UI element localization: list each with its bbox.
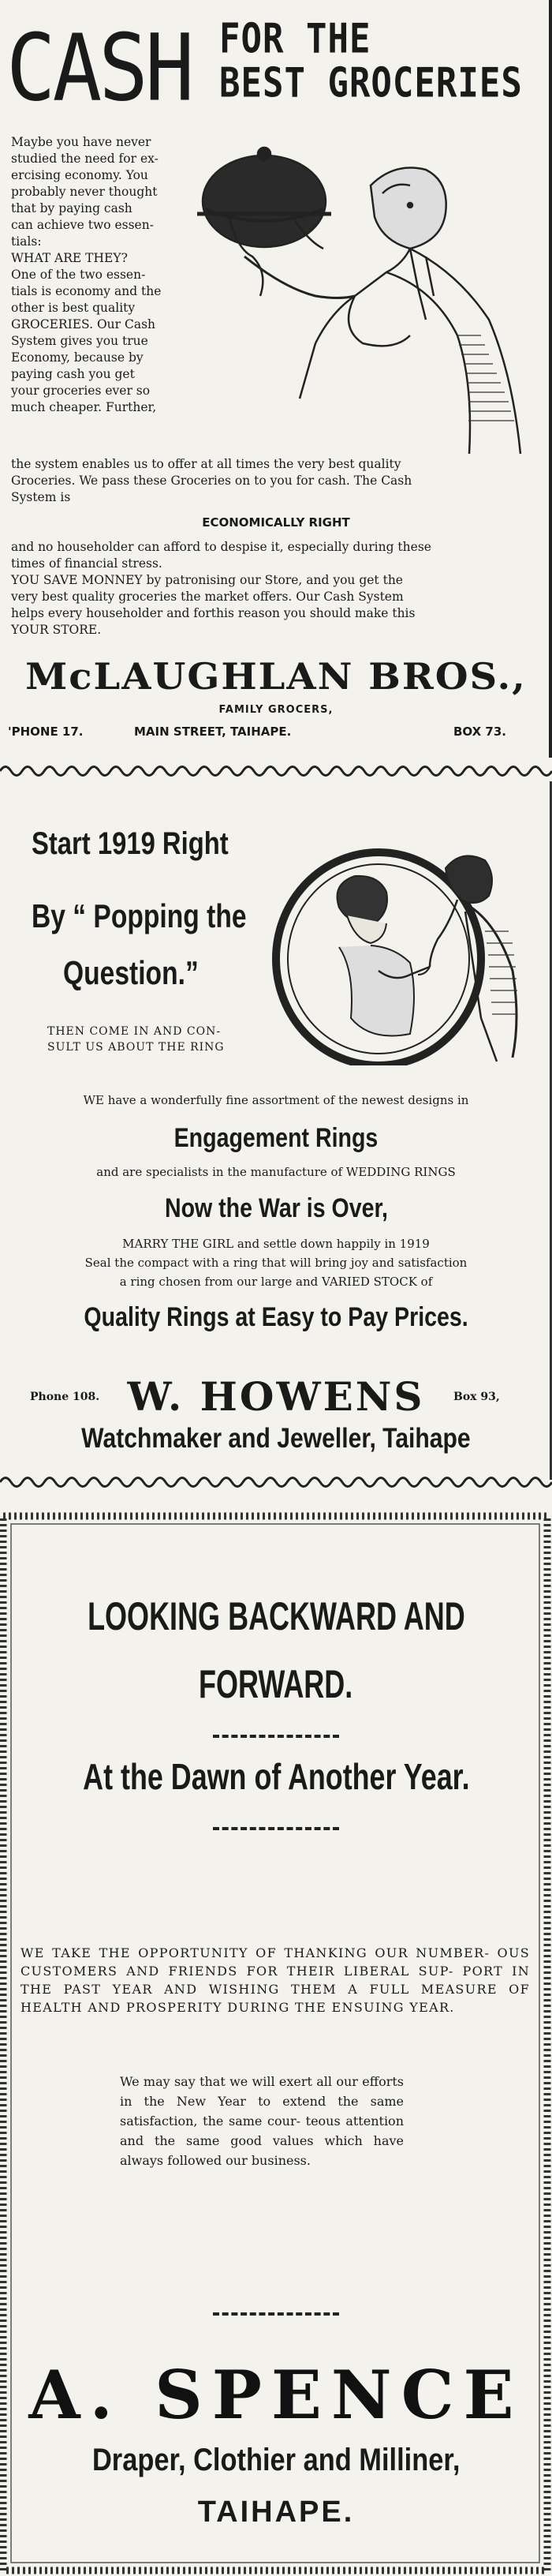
text-line: other is best quality — [11, 301, 136, 315]
text-line: tials: — [11, 234, 42, 249]
text-line: helps every householder and forthis reason you should make this — [11, 606, 416, 620]
draper-trade — [0, 2443, 552, 2478]
war-over-label: Now the War is Over, — [164, 1193, 388, 1223]
text-line: Maybe you have never — [11, 135, 151, 149]
spence-advert — [0, 1511, 552, 2576]
text-line: YOUR STORE. — [11, 623, 102, 637]
economy-text — [11, 134, 169, 416]
consult-text: THEN COME IN AND CON- SULT US ABOUT THE RING — [47, 1025, 225, 1054]
street-address: MAIN STREET, TAIHAPE. — [134, 724, 292, 739]
watchmaker-line — [0, 1423, 552, 1455]
text-line: very best quality groceries the market offers. Our Cash System — [11, 590, 404, 604]
dashed-rule — [213, 1735, 339, 1738]
po-box: BOX 73. — [453, 724, 507, 739]
draper-name: A. SPENCE — [28, 2356, 524, 2434]
engagement-rings-label: Engagement Rings — [173, 1123, 379, 1153]
thanks-text: WE TAKE THE OPPORTUNITY OF THANKING OUR NUMBER- OUS CUSTOMERS AND FRIENDS FOR THEIR LIBERAL SUP- PORT IN THE PAST YEAR AND WISHING THEM A FULL MEASURE OF HEALTH AND PROSPERITY DURING THE ENSUING YEAR. — [21, 1945, 530, 2015]
dashed-rule — [213, 1827, 339, 1830]
marry-text: MARRY THE GIRL and settle down happily in 1919 — [122, 1237, 430, 1251]
seal-text-2: a ring chosen from our large and VARIED STOCK of — [119, 1275, 433, 1289]
couple-ring-illustration — [260, 813, 528, 1065]
jeweller-name: W. HOWENS — [127, 1373, 425, 1420]
wavy-separator — [0, 1470, 552, 1494]
wavy-separator — [0, 759, 552, 783]
firm-subtitle: FAMILY GROCERS, — [218, 704, 334, 716]
dawn-heading — [0, 1755, 552, 1798]
text-line: studied the need for ex- — [11, 152, 159, 166]
howens-footer — [0, 1373, 552, 1421]
groceries-headline — [219, 17, 550, 106]
text-line: your groceries ever so — [11, 384, 151, 398]
cash-headline: CASH — [6, 13, 192, 122]
dashed-rule — [213, 2312, 339, 2316]
watchmaker-label: Watchmaker and Jeweller, Taihape — [81, 1423, 471, 1454]
new-year-text: We may say that we will exert all our efforts in the New Year to extend the same satisfaction, the same cour- teous attention and the same good values which have always followed our business. — [120, 2074, 404, 2168]
contact-footer — [8, 724, 544, 743]
text-line: paying cash you get — [11, 367, 135, 381]
text-line: System gives you true — [11, 334, 148, 348]
text-line: and no householder can afford to despise it, especially during these — [11, 540, 431, 554]
headline-for-the: FOR THE — [219, 15, 371, 63]
war-over-heading — [0, 1193, 552, 1224]
mclaughlan-advert — [0, 0, 552, 758]
text-line: One of the two essen- — [11, 268, 146, 282]
text-line: times of financial stress. — [11, 556, 162, 571]
text-line: much cheaper. Further, — [11, 400, 157, 414]
text-line: YOU SAVE MONNEY by patronising our Store, and you get the — [11, 573, 403, 587]
dawn-label: At the Dawn of Another Year. — [82, 1756, 470, 1797]
engagement-rings-heading — [0, 1123, 552, 1154]
assortment-text: WE have a wonderfully fine assortment of the newest designs in — [83, 1093, 469, 1107]
cash-system-text — [11, 456, 541, 506]
draper-trade-label: Draper, Clothier and Milliner, — [91, 2443, 461, 2477]
popping-the-headline: By “ Popping the — [32, 897, 247, 934]
po-box: Box 93, — [453, 1391, 500, 1403]
seal-text-1: Seal the compact with a ring that will bring joy and satisfaction — [84, 1256, 468, 1270]
howens-advert — [0, 781, 552, 1480]
text-line: Groceries. We pass these Groceries on to you for cash. The Cash — [11, 474, 412, 488]
text-line: System is — [11, 490, 71, 504]
text-line: GROCERIES. Our Cash — [11, 317, 156, 331]
title-line-1: LOOKING BACKWARD AND — [87, 1594, 465, 1638]
town-name: TAIHAPE. — [197, 2496, 355, 2529]
text-line: Economy, because by — [11, 350, 144, 365]
firm-name: McLAUGHLAN BROS., — [25, 656, 527, 698]
looking-backward-title — [0, 1582, 552, 1718]
start-1919-headline: Start 1919 Right — [32, 826, 229, 861]
grocer-serving-dish-illustration — [173, 138, 544, 462]
text-line: can achieve two essen- — [11, 218, 154, 232]
text-line: ercising economy. You — [11, 168, 148, 182]
headline-best-groceries: BEST GROCERIES — [219, 59, 523, 107]
question-headline: Question.” — [63, 954, 199, 991]
text-line: the system enables us to offer at all times the very best quality — [11, 457, 401, 471]
wedding-rings-text: and are specialists in the manufacture of WEDDING RINGS — [96, 1165, 456, 1179]
text-line: tials is economy and the — [11, 284, 162, 298]
title-line-2: FORWARD. — [199, 1662, 353, 1706]
phone-number: Phone 108. — [30, 1391, 100, 1403]
save-money-text — [11, 539, 541, 638]
text-line: probably never thought — [11, 185, 158, 199]
economically-right-heading: ECONOMICALLY RIGHT — [202, 515, 350, 530]
quality-rings-heading — [0, 1302, 552, 1333]
text-line: that by paying cash — [11, 201, 132, 215]
quality-rings-label: Quality Rings at Easy to Pay Prices. — [84, 1302, 468, 1332]
phone-number: 'PHONE 17. — [8, 724, 84, 739]
text-line: WHAT ARE THEY? — [11, 251, 128, 265]
